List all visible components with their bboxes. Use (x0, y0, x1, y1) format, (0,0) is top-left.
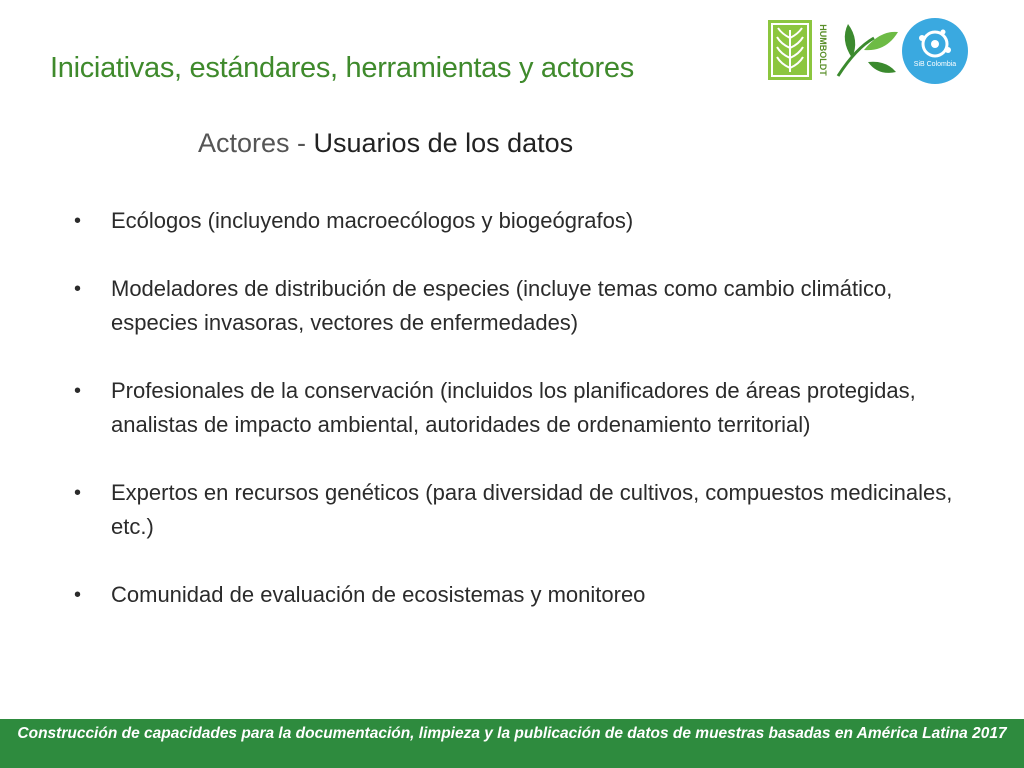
sib-emblem-icon (902, 18, 968, 84)
bullet-dot: • (74, 210, 82, 232)
bullet-item (74, 272, 974, 340)
slide-subtitle (198, 128, 573, 159)
bullet-dot: • (74, 584, 82, 606)
footer-text: Construcción de capacidades para la documentación, limpieza y la publicación de datos de muestras basadas en América Latina 2017 (17, 725, 1007, 742)
bullet-dot: • (74, 482, 82, 504)
bullet-dot: • (74, 278, 82, 300)
sib-logo-label: SiB Colombia (913, 61, 957, 68)
subtitle-main: Usuarios de los datos (313, 128, 574, 158)
sib-colombia-logo (902, 18, 968, 84)
subtitle-prefix: Actores - (198, 128, 314, 158)
bullet-item (74, 204, 974, 238)
bullet-text: Expertos en recursos genéticos (para diversidad de cultivos, compuestos medicinales, etc.) (111, 480, 953, 539)
bullet-text: Profesionales de la conservación (incluidos los planificadores de áreas protegidas, analistas de impacto ambiental, autoridades de ordenamiento territorial) (111, 378, 916, 437)
slide-header-title: Iniciativas, estándares, herramientas y actores (50, 52, 634, 84)
bullet-text: Ecólogos (incluyendo macroecólogos y biogeógrafos) (111, 208, 634, 233)
bullet-dot: • (74, 380, 82, 402)
leaf-logo (834, 18, 900, 80)
logo-group (768, 18, 978, 84)
bullet-text: Comunidad de evaluación de ecosistemas y monitoreo (111, 582, 646, 607)
bullet-item (74, 374, 974, 442)
bullet-text: Modeladores de distribución de especies (incluye temas como cambio climático, especies invasoras, vectores de enfermedades) (111, 276, 893, 335)
bullet-item (74, 578, 974, 612)
bullet-item (74, 476, 974, 544)
humboldt-logo-text: HUMBOLDT (818, 24, 828, 76)
bullet-list (74, 204, 974, 646)
humboldt-logo (768, 20, 826, 80)
slide-footer (0, 719, 1024, 768)
